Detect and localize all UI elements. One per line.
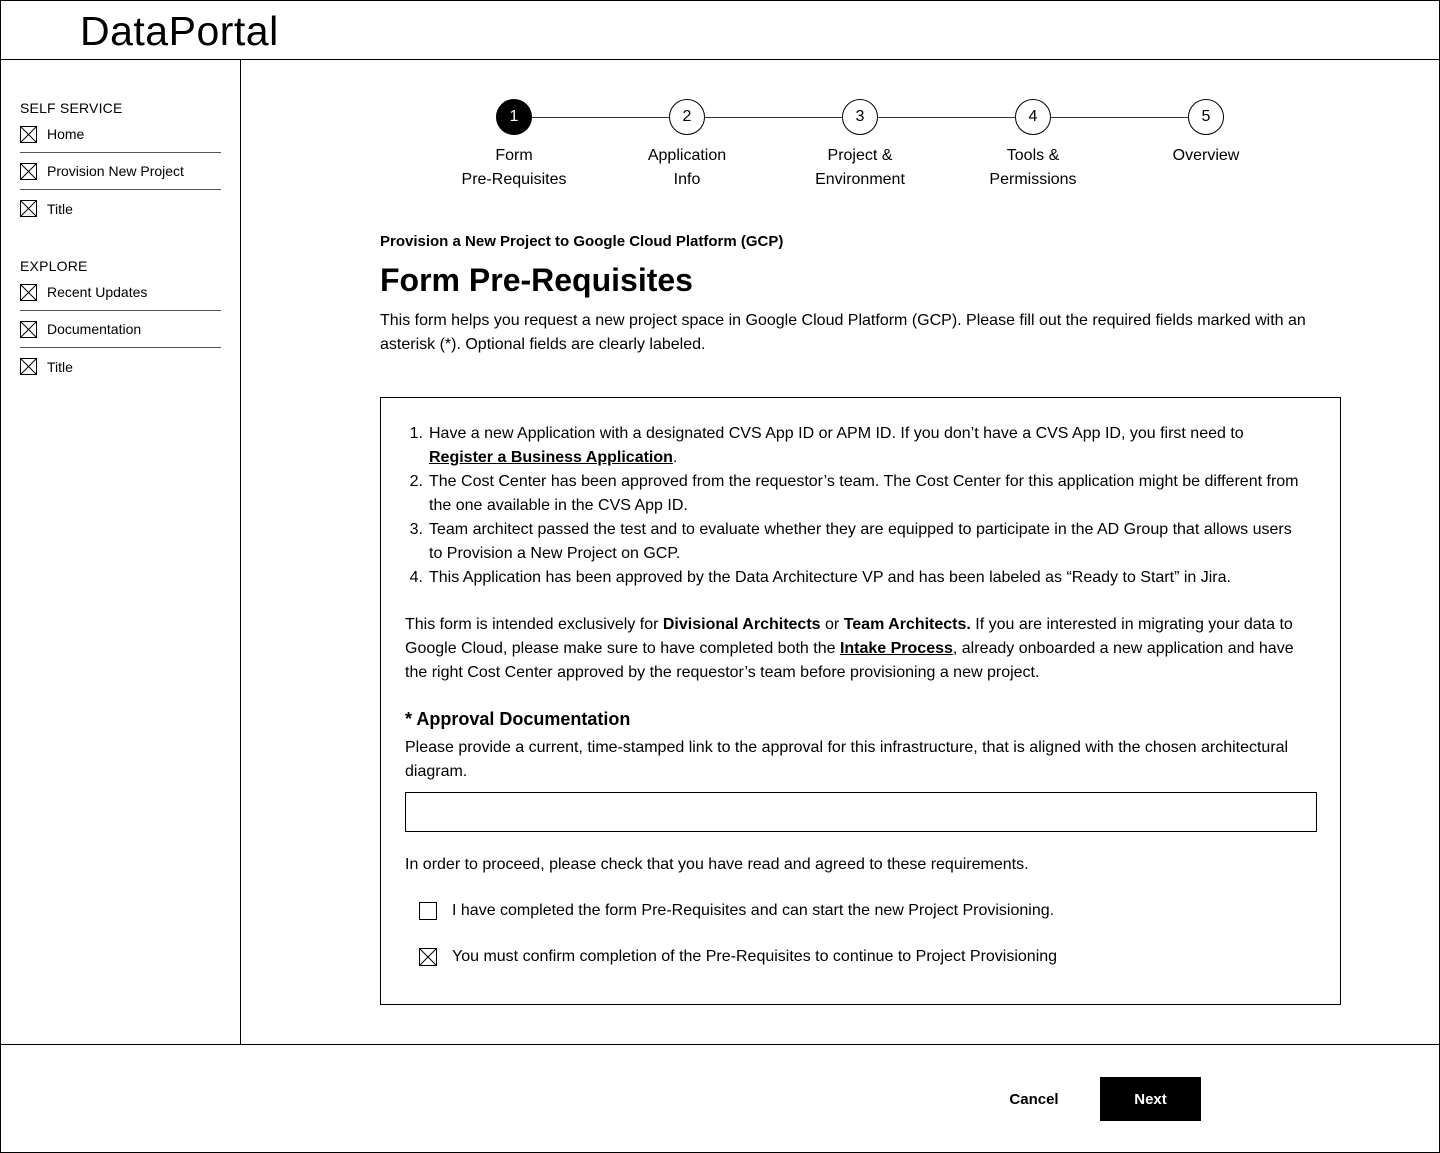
audience-note: This form is intended exclusively for Divisional Architects or Team Architects. If you are interested in migrating your data to Google Cloud, please make sure to have completed both the Intake Process, already onboarded a new application and have the right Cost Center approved by the requestor’s team before provisioning a new project. <box>405 616 1294 681</box>
step-5-circle[interactable]: 5 <box>1188 99 1224 135</box>
step-3-label: Project & Environment <box>815 147 905 188</box>
step-1-circle[interactable]: 1 <box>496 99 532 135</box>
step-1-label: Form Pre-Requisites <box>461 147 567 188</box>
next-button[interactable]: Next <box>1100 1077 1201 1121</box>
sidebar-item-label: Home <box>47 126 85 142</box>
proceed-instruction: In order to proceed, please check that you have read and agreed to these requirements. <box>405 856 1029 873</box>
step-5-label: Overview <box>1172 147 1240 164</box>
agree-checkbox[interactable] <box>419 902 437 920</box>
list-item: 2. The Cost Center has been approved from the requestor’s team. The Cost Center for this application might be different from the one available in the CVS App ID. <box>409 473 1299 514</box>
placeholder-x-icon <box>20 163 37 180</box>
register-business-application-link[interactable]: Register a Business Application <box>429 449 673 466</box>
sidebar-item-home[interactable] <box>20 116 221 153</box>
prerequisites-card <box>380 397 1341 1005</box>
sidebar-item-label: Documentation <box>47 321 142 337</box>
step-2-label: Application Info <box>647 147 727 188</box>
sidebar-item-recent-updates[interactable] <box>20 274 221 311</box>
app-logo[interactable]: DataPortal <box>80 8 279 54</box>
sidebar-item-label: Title <box>47 358 73 375</box>
sidebar <box>0 60 241 1045</box>
page-title: Form Pre-Requisites <box>380 262 693 298</box>
cancel-button[interactable]: Cancel <box>995 1077 1073 1121</box>
validation-message <box>419 948 1057 966</box>
agree-checkbox-label: I have completed the form Pre-Requisites and can start the new Project Provisioning. <box>452 902 1055 919</box>
requirements-list <box>405 422 1305 590</box>
step-connector <box>878 117 1016 118</box>
step-connector <box>1051 117 1189 118</box>
page-intro: This form helps you request a new project space in Google Cloud Platform (GCP). Please fill out the required fields marked with an asterisk (*). Optional fields are clearly labeled. <box>380 312 1306 353</box>
sidebar-item-label: Provision New Project <box>47 163 184 179</box>
list-item: 1. Have a new Application with a designated CVS App ID or APM ID. If you don’t have a CVS App ID, you first need to Register a Business Application. <box>409 425 1244 466</box>
footer <box>0 1044 1440 1153</box>
sidebar-item-documentation[interactable] <box>20 311 221 348</box>
placeholder-x-icon <box>20 126 37 143</box>
placeholder-x-icon <box>20 358 37 375</box>
agree-checkbox-row[interactable] <box>419 902 1054 920</box>
approval-documentation-input[interactable] <box>405 792 1317 832</box>
step-2-circle[interactable]: 2 <box>669 99 705 135</box>
step-connector <box>705 117 843 118</box>
sidebar-heading-self-service: SELF SERVICE <box>20 100 123 116</box>
placeholder-x-icon <box>20 284 37 301</box>
approval-documentation-label: * Approval Documentation <box>405 709 631 729</box>
sidebar-item-label: Recent Updates <box>47 284 148 300</box>
list-item: 4. This Application has been approved by the Data Architecture VP and has been labeled as “Ready to Start” in Jira. <box>409 569 1231 586</box>
page-eyebrow: Provision a New Project to Google Cloud Platform (GCP) <box>380 233 784 250</box>
placeholder-x-icon <box>20 200 37 217</box>
sidebar-item-label: Title <box>47 200 73 217</box>
step-3-circle[interactable]: 3 <box>842 99 878 135</box>
step-connector <box>532 117 670 118</box>
sidebar-item-provision-new-project[interactable] <box>20 153 221 190</box>
placeholder-x-icon <box>20 321 37 338</box>
header <box>0 0 1440 60</box>
error-x-icon <box>419 948 437 966</box>
sidebar-item-title-2[interactable] <box>20 348 221 385</box>
intake-process-link[interactable]: Intake Process <box>839 640 953 657</box>
approval-documentation-help: Please provide a current, time-stamped link to the approval for this infrastructure, that is aligned with the chosen architectural diagram. <box>405 739 1289 780</box>
sidebar-item-title[interactable] <box>20 190 221 227</box>
list-item: 3. Team architect passed the test and to evaluate whether they are equipped to participate in the AD Group that allows users to Provision a New Project on GCP. <box>409 521 1292 562</box>
validation-message-text: You must confirm completion of the Pre-Requisites to continue to Project Provisioning <box>452 948 1058 965</box>
step-4-label: Tools & Permissions <box>989 147 1077 188</box>
step-4-circle[interactable]: 4 <box>1015 99 1051 135</box>
sidebar-heading-explore: EXPLORE <box>20 258 88 274</box>
